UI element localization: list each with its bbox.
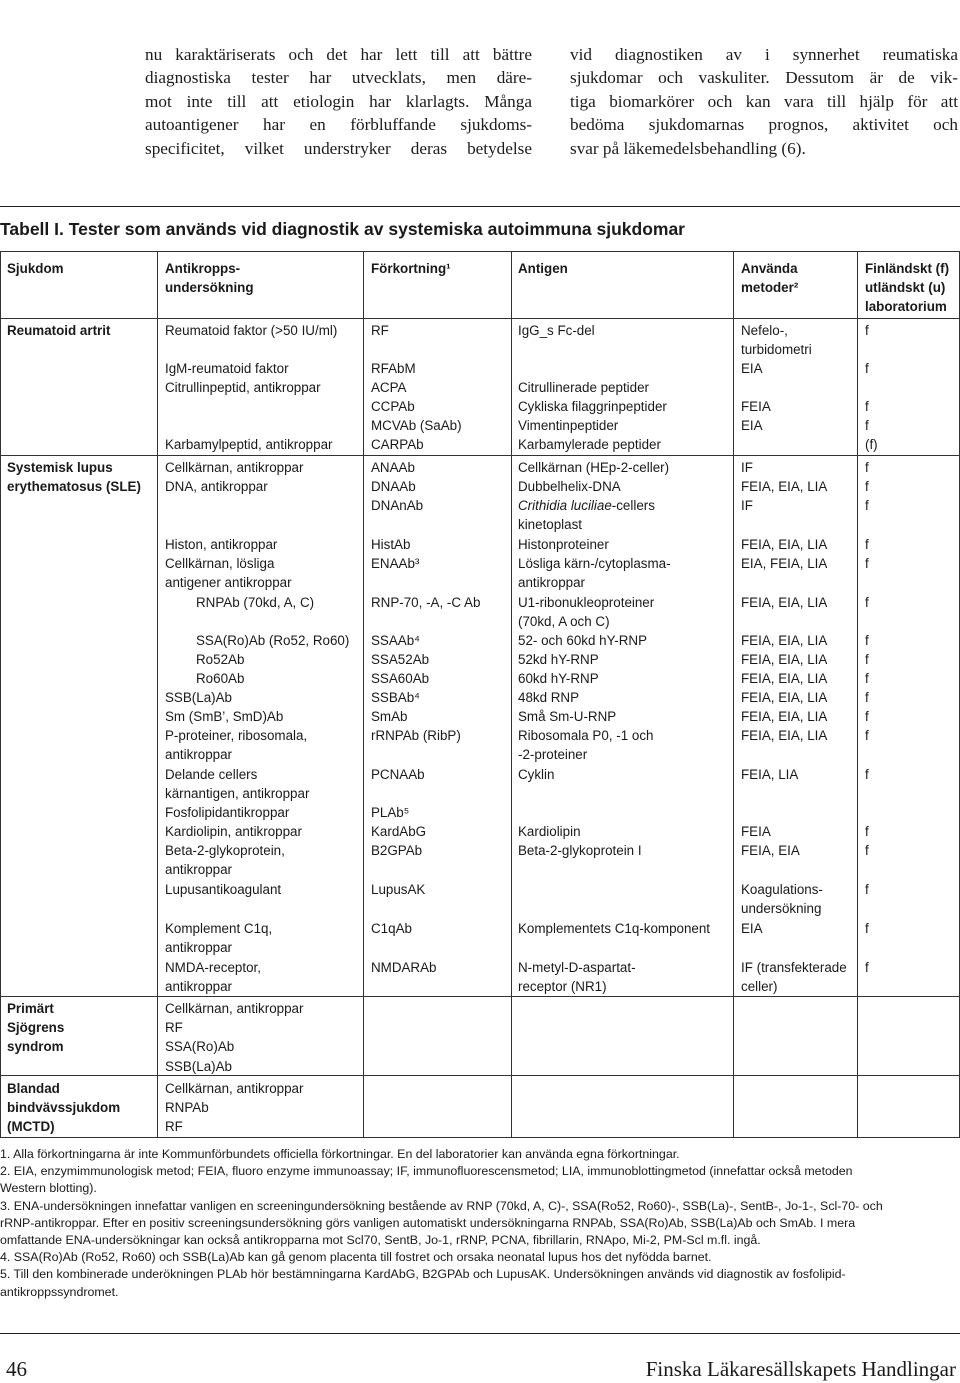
header-laboratory: Finländskt (f) utländskt (u) laboratorium bbox=[865, 261, 950, 315]
cell-lab: f bbox=[865, 399, 869, 414]
row-divider bbox=[1, 1075, 959, 1076]
cell-abbrev: HistAb bbox=[371, 537, 411, 552]
cell-antibody: NMDA-receptor, antikroppar bbox=[165, 960, 261, 995]
cell-methods: FEIA, EIA, LIA bbox=[741, 728, 828, 743]
cell-antigen: Cellkärnan (HEp-2-celler) bbox=[518, 460, 670, 475]
bottom-divider bbox=[0, 1333, 960, 1334]
cell-antibody: SSB(La)Ab bbox=[165, 690, 232, 705]
cell-antibody: Sm (SmB’, SmD)Ab bbox=[165, 709, 284, 724]
column-divider bbox=[733, 252, 734, 1137]
cell-lab: f bbox=[865, 709, 869, 724]
cell-methods: FEIA, LIA bbox=[741, 767, 799, 782]
cell-methods: EIA, FEIA, LIA bbox=[741, 556, 828, 571]
intro-line: sjukdomar och vaskuliter. Dessutom är de vik- bbox=[570, 68, 958, 88]
cell-lab: f bbox=[865, 595, 869, 610]
cell-disease: Primärt Sjögrens syndrom bbox=[7, 1001, 65, 1055]
header-divider bbox=[1, 318, 959, 319]
cell-antigen: 48kd RNP bbox=[518, 690, 580, 705]
cell-lab: f bbox=[865, 882, 869, 897]
cell-antigen: Vimentinpeptider bbox=[518, 418, 619, 433]
row-divider bbox=[1, 455, 959, 456]
intro-line: svar på läkemedelsbehandling (6). bbox=[570, 138, 806, 158]
header-antigen: Antigen bbox=[518, 261, 568, 276]
cell-lab: f bbox=[865, 498, 869, 513]
cell-lab: f bbox=[865, 728, 869, 743]
cell-antibody: DNA, antikroppar bbox=[165, 479, 268, 494]
cell-antibody: RNPAb (70kd, A, C) bbox=[196, 595, 315, 610]
cell-methods: IF bbox=[741, 460, 753, 475]
cell-lab: f bbox=[865, 479, 869, 494]
cell-abbrev: CCPAb bbox=[371, 399, 415, 414]
cell-abbrev: RF bbox=[371, 323, 389, 338]
cell-antibody: Kardiolipin, antikroppar bbox=[165, 824, 302, 839]
cell-abbrev: RNP-70, -A, -C Ab bbox=[371, 595, 481, 610]
cell-abbrev: ACPA bbox=[371, 380, 407, 395]
cell-abbrev: SSAAb⁴ bbox=[371, 633, 420, 648]
cell-antibody: Ro60Ab bbox=[196, 671, 245, 686]
footnote-line: antikroppssyndromet. bbox=[0, 1284, 119, 1299]
cell-methods: FEIA bbox=[741, 824, 771, 839]
cell-lab: f bbox=[865, 690, 869, 705]
intro-line: vid diagnostiken av i synnerhet reumatiska bbox=[570, 45, 958, 64]
cell-antigen: IgG_s Fc-del bbox=[518, 323, 595, 338]
cell-methods: FEIA, EIA, LIA bbox=[741, 690, 828, 705]
intro-line: diagnostiska tester har utvecklats, men däre- bbox=[145, 68, 532, 88]
cell-antigen: Karbamylerade peptider bbox=[518, 437, 661, 452]
cell-antibody: Fosfolipidantikroppar bbox=[165, 805, 290, 820]
header-methods: Använda metoder² bbox=[741, 261, 799, 296]
intro-line: bedöma sjukdomarnas prognos, aktivitet och bbox=[570, 115, 958, 135]
cell-abbrev: rRNPAb (RibP) bbox=[371, 728, 461, 743]
cell-antigen: Crithidia luciliae-cellers kinetoplast bbox=[518, 498, 655, 533]
footnote-line: Western blotting). bbox=[0, 1181, 97, 1196]
cell-abbrev: ANAAb bbox=[371, 460, 415, 475]
cell-abbrev: NMDARAb bbox=[371, 960, 437, 975]
cell-antibody: Lupusantikoagulant bbox=[165, 882, 282, 897]
cell-antigen: 60kd hY-RNP bbox=[518, 671, 599, 686]
cell-antibody: Karbamylpeptid, antikroppar bbox=[165, 437, 333, 452]
cell-lab: f bbox=[865, 556, 869, 571]
cell-lab: f bbox=[865, 537, 869, 552]
cell-antigen: U1-ribonukleoproteiner (70kd, A och C) bbox=[518, 595, 655, 630]
cell-lab: f bbox=[865, 361, 869, 376]
intro-line: autoantigener har en förbluffande sjukdoms- bbox=[145, 115, 532, 135]
footnote-line: 4. SSA(Ro)Ab (Ro52, Ro60) och SSB(La)Ab kan gå genom placenta till fostret och orsaka neonatal lupus hos det nyfödda barnet. bbox=[0, 1250, 712, 1265]
intro-line: nu karaktäriserats och det har lett till att bättre bbox=[145, 45, 532, 64]
cell-methods: IF (transfekterade celler) bbox=[741, 960, 847, 995]
cell-antibody: Komplement C1q, antikroppar bbox=[165, 921, 273, 956]
cell-methods: Nefelo-, turbidometri bbox=[741, 323, 812, 358]
cell-abbrev: DNAAb bbox=[371, 479, 416, 494]
column-divider bbox=[363, 252, 364, 1137]
cell-lab: f bbox=[865, 323, 869, 338]
cell-methods: IF bbox=[741, 498, 753, 513]
cell-antibody: IgM-reumatoid faktor bbox=[165, 361, 289, 376]
cell-abbrev: B2GPAb bbox=[371, 843, 423, 858]
cell-abbrev: RFAbM bbox=[371, 361, 416, 376]
cell-methods: FEIA, EIA, LIA bbox=[741, 537, 828, 552]
cell-methods: FEIA, EIA, LIA bbox=[741, 709, 828, 724]
cell-methods: FEIA, EIA, LIA bbox=[741, 671, 828, 686]
footnote-line: 3. ENA-undersökningen innefattar vanligen en screeningundersökning bestående av RNP (70kd, A, C)-, SSA(Ro52, Ro60)-, SSB(La)-, SentB-, Jo-1-, Scl-70- och bbox=[0, 1198, 883, 1213]
cell-antibody: Cellkärnan, antikroppar RNPAb RF bbox=[165, 1081, 304, 1135]
cell-antigen: Ribosomala P0, -1 och -2-proteiner bbox=[518, 728, 654, 763]
cell-lab: f bbox=[865, 824, 869, 839]
cell-antibody: Ro52Ab bbox=[196, 652, 245, 667]
cell-abbrev: PLAb⁵ bbox=[371, 805, 410, 820]
footnote-line: 2. EIA, enzymimmunologisk metod; FEIA, fluoro enzyme immunoassay; IF, immunofluorescensmetod; LIA, immunoblottingmetod (innefattar också metoden bbox=[0, 1164, 853, 1179]
column-divider bbox=[511, 252, 512, 1137]
cell-methods: FEIA, EIA bbox=[741, 843, 800, 858]
footnote-line: 5. Till den kombinerade underökningen PLAb hör bestämningarna KardAbG, B2GPAb och LupusAK. Undersökningen används vid diagnostik av fosfolipid- bbox=[0, 1267, 846, 1282]
cell-abbrev: PCNAAb bbox=[371, 767, 425, 782]
cell-methods: FEIA, EIA, LIA bbox=[741, 633, 828, 648]
cell-lab: f bbox=[865, 418, 869, 433]
cell-antibody: P-proteiner, ribosomala, antikroppar bbox=[165, 728, 308, 763]
intro-right-column bbox=[570, 43, 958, 160]
cell-abbrev: C1qAb bbox=[371, 921, 412, 936]
cell-methods: EIA bbox=[741, 921, 763, 936]
intro-line: mot inte till att etiologin har klarlagts. Många bbox=[145, 91, 532, 111]
cell-lab: (f) bbox=[865, 437, 878, 452]
cell-lab: f bbox=[865, 843, 869, 858]
cell-abbrev: ENAAb³ bbox=[371, 556, 420, 571]
cell-antibody: Cellkärnan, antikroppar RF SSA(Ro)Ab SSB(La)Ab bbox=[165, 1001, 304, 1074]
cell-antibody: Histon, antikroppar bbox=[165, 537, 278, 552]
cell-antibody: Beta-2-glykoprotein, antikroppar bbox=[165, 843, 285, 878]
cell-abbrev: SSA60Ab bbox=[371, 671, 430, 686]
cell-antigen: Histonproteiner bbox=[518, 537, 609, 552]
cell-abbrev: SSBAb⁴ bbox=[371, 690, 420, 705]
cell-abbrev: KardAbG bbox=[371, 824, 427, 839]
footnotes bbox=[0, 1146, 960, 1301]
table-title: Tabell I. Tester som används vid diagnostik av systemiska autoimmuna sjukdomar bbox=[0, 219, 685, 239]
cell-antigen: Cyklin bbox=[518, 767, 555, 782]
column-divider bbox=[857, 252, 858, 1137]
cell-lab: f bbox=[865, 671, 869, 686]
cell-methods: FEIA, EIA, LIA bbox=[741, 479, 828, 494]
journal-name: Finska Läkaresällskapets Handlingar bbox=[645, 1357, 956, 1381]
cell-abbrev: SSA52Ab bbox=[371, 652, 430, 667]
cell-lab: f bbox=[865, 960, 869, 975]
cell-antibody: SSA(Ro)Ab (Ro52, Ro60) bbox=[196, 633, 350, 648]
cell-methods: EIA bbox=[741, 418, 763, 433]
cell-antigen: Beta-2-glykoprotein I bbox=[518, 843, 642, 858]
cell-abbrev: CARPAb bbox=[371, 437, 424, 452]
cell-antigen: Citrullinerade peptider bbox=[518, 380, 650, 395]
cell-abbrev: SmAb bbox=[371, 709, 408, 724]
organism-name: Crithidia luciliae bbox=[518, 498, 612, 513]
footnote-line: 1. Alla förkortningarna är inte Kommunförbundets officiella förkortningar. En del laboratorier kan använda egna förkortningar. bbox=[0, 1147, 680, 1161]
cell-antigen: Lösliga kärn-/cytoplasma- antikroppar bbox=[518, 556, 671, 591]
intro-line: specificitet, vilket understryker deras betydelse bbox=[145, 138, 532, 158]
cell-antibody: Citrullinpeptid, antikroppar bbox=[165, 380, 321, 395]
cell-lab: f bbox=[865, 767, 869, 782]
cell-antigen: Komplementets C1q-komponent bbox=[518, 921, 711, 936]
cell-antibody: Delande cellers kärnantigen, antikroppar bbox=[165, 767, 310, 802]
cell-antigen: 52- och 60kd hY-RNP bbox=[518, 633, 648, 648]
header-abbreviation: Förkortning¹ bbox=[371, 261, 451, 276]
cell-disease: Reumatoid artrit bbox=[7, 323, 111, 338]
header-antibody: Antikropps- undersökning bbox=[165, 261, 254, 296]
cell-methods: FEIA, EIA, LIA bbox=[741, 652, 828, 667]
cell-lab: f bbox=[865, 652, 869, 667]
footnote-line: omfattande ENA-undersökningar kan också antikropparna mot Scl70, SentB, Jo-1, rRNP, PCNA, fibrillarin, RNApo, Mi-2, PM-Scl m.fl. ingå. bbox=[0, 1233, 761, 1248]
cell-lab: f bbox=[865, 460, 869, 475]
cell-methods: Koagulations- undersökning bbox=[741, 882, 823, 917]
cell-methods: FEIA bbox=[741, 399, 771, 414]
footnote-line: rRNP-antikroppar. Efter en positiv screeningsundersökning görs vanligen automatiskt undersökningarna RNPAb, SSA(Ro)Ab, SSB(La)Ab och SmAb. I mera bbox=[0, 1215, 856, 1230]
data-table bbox=[0, 251, 960, 1138]
top-divider bbox=[0, 206, 960, 207]
cell-antigen: Kardiolipin bbox=[518, 824, 581, 839]
cell-antibody: Reumatoid faktor (>50 IU/ml) bbox=[165, 323, 338, 338]
page-number: 46 bbox=[6, 1357, 27, 1381]
cell-methods: EIA bbox=[741, 361, 763, 376]
column-divider bbox=[157, 252, 158, 1137]
cell-antigen: Cykliska filaggrinpeptider bbox=[518, 399, 667, 414]
cell-antigen: 52kd hY-RNP bbox=[518, 652, 599, 667]
cell-abbrev: DNAnAb bbox=[371, 498, 424, 513]
intro-line: tiga biomarkörer och kan vara till hjälp för att bbox=[570, 91, 958, 111]
cell-antibody: Cellkärnan, lösliga antigener antikroppar bbox=[165, 556, 292, 591]
cell-disease: Systemisk lupus erythematosus (SLE) bbox=[7, 460, 141, 495]
cell-abbrev: MCVAb (SaAb) bbox=[371, 418, 462, 433]
header-disease: Sjukdom bbox=[7, 261, 64, 276]
cell-antigen: Dubbelhelix-DNA bbox=[518, 479, 621, 494]
cell-disease: Blandad bindvävssjukdom (MCTD) bbox=[7, 1081, 121, 1135]
intro-left-column bbox=[145, 43, 532, 160]
cell-lab: f bbox=[865, 921, 869, 936]
cell-antigen: N-metyl-D-aspartat- receptor (NR1) bbox=[518, 960, 636, 995]
cell-methods: FEIA, EIA, LIA bbox=[741, 595, 828, 610]
cell-antigen: Små Sm-U-RNP bbox=[518, 709, 617, 724]
cell-antibody: Cellkärnan, antikroppar bbox=[165, 460, 304, 475]
cell-lab: f bbox=[865, 633, 869, 648]
cell-abbrev: LupusAK bbox=[371, 882, 426, 897]
